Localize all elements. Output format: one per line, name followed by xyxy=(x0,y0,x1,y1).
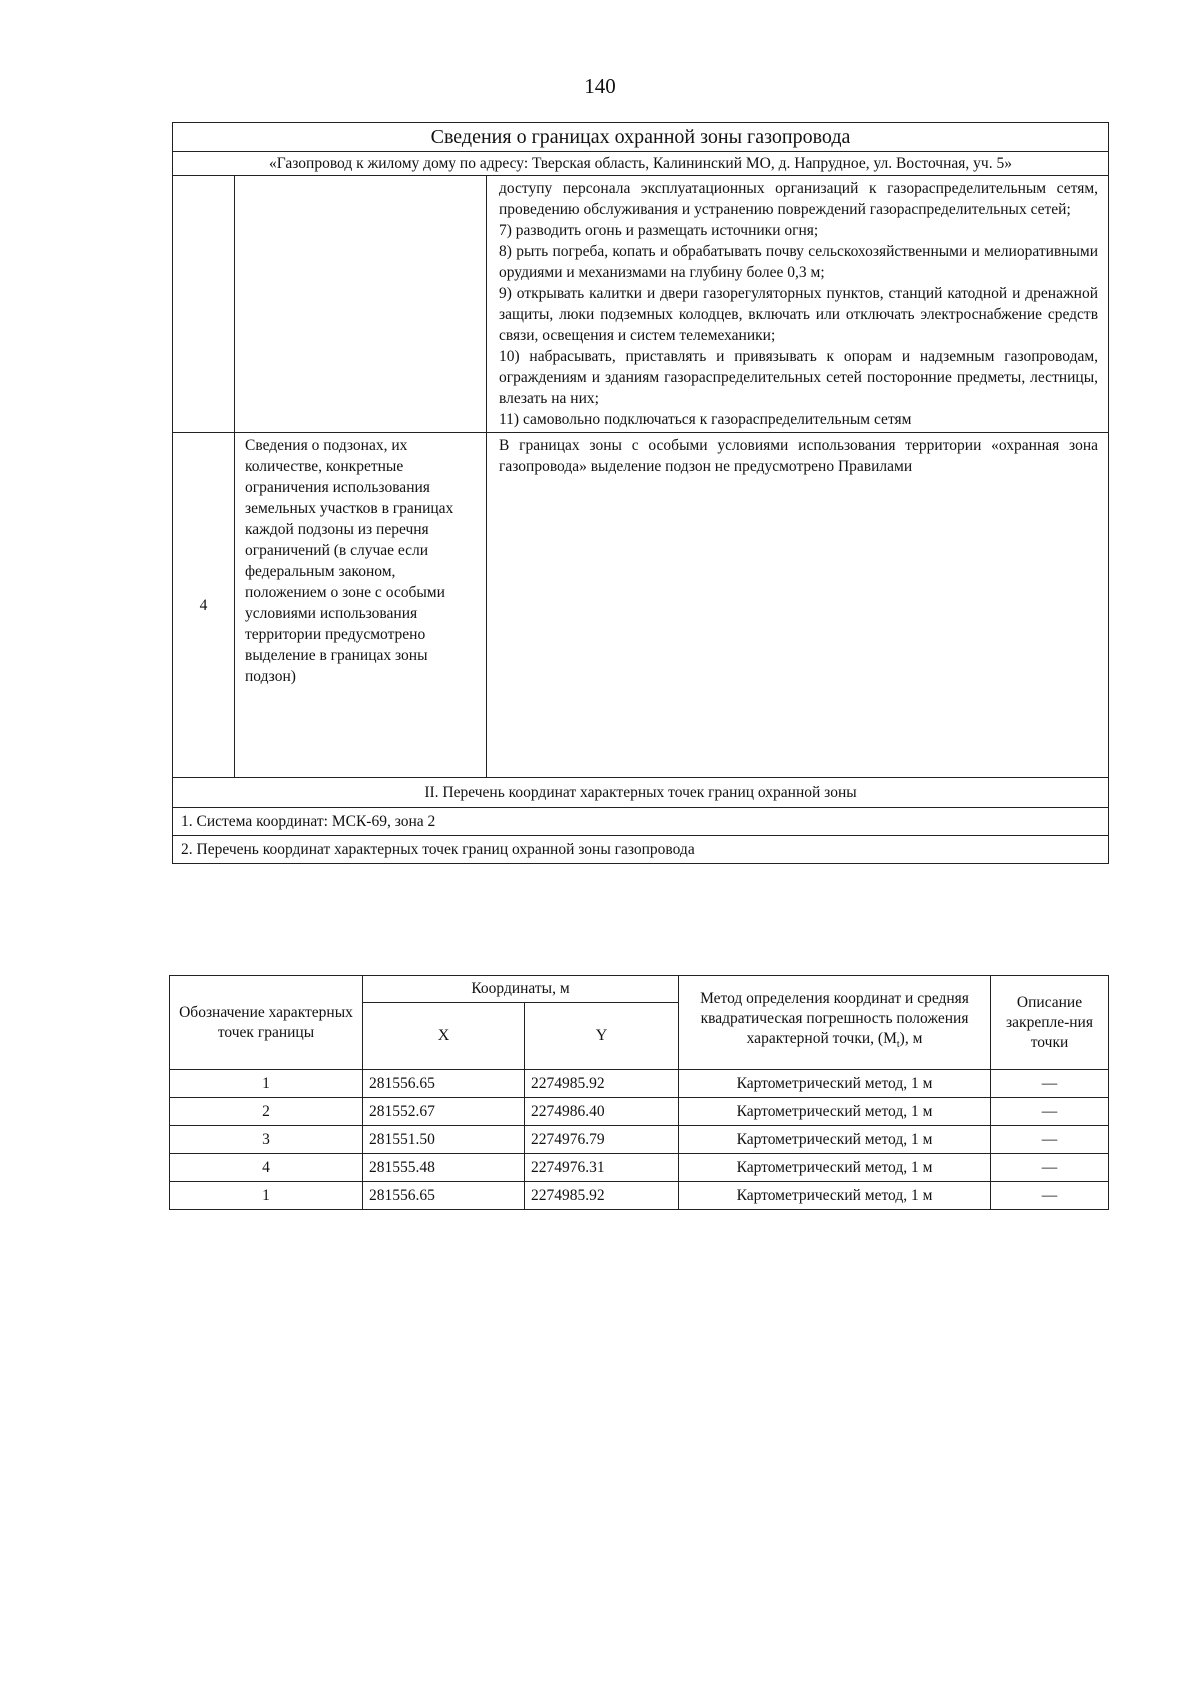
continued-restrictions-row xyxy=(173,176,1109,433)
point-cell: 1 xyxy=(170,1070,363,1098)
x-cell: 281552.67 xyxy=(363,1098,525,1126)
header-coords: Координаты, м xyxy=(363,976,679,1003)
table-row xyxy=(170,1126,1109,1154)
restriction-line: 8) рыть погреба, копать и обрабатывать почву сельскохозяйственными и мелиоративными орудиями и механизмами на глубину более 0,3 м; xyxy=(499,243,1099,281)
section-title: Сведения о границах охранной зоны газопровода xyxy=(173,123,1109,152)
restriction-line: доступу персонала эксплуатационных организаций к газораспределительным сетям, проведению обслуживания и устранению повреждений газораспределительных сетей; xyxy=(499,180,1099,218)
description-cell: — xyxy=(991,1154,1109,1182)
table-row xyxy=(170,1070,1109,1098)
method-cell: Картометрический метод, 1 м xyxy=(679,1098,991,1126)
x-cell: 281556.65 xyxy=(363,1070,525,1098)
header-row xyxy=(170,976,1109,1003)
table-row xyxy=(170,1182,1109,1210)
section2-title: II. Перечень координат характерных точек границ охранной зоны xyxy=(173,778,1109,808)
description-cell: — xyxy=(991,1098,1109,1126)
point-cell: 4 xyxy=(170,1154,363,1182)
y-cell: 2274976.79 xyxy=(525,1126,679,1154)
table-row xyxy=(170,1098,1109,1126)
method-cell: Картометрический метод, 1 м xyxy=(679,1182,991,1210)
row-name-empty xyxy=(235,176,487,433)
row-name: Сведения о подзонах, их количестве, конкретные ограничения использования земельных участков в границах каждой подзоны из перечня ограничений (в случае если федеральным законом, положением о зоне с особыми условиями использования территории предусмотрено выделение в границах зоны подзон) xyxy=(235,433,487,778)
description-cell: — xyxy=(991,1126,1109,1154)
coord-system-row xyxy=(173,808,1109,836)
object-name-row xyxy=(173,152,1109,176)
method-cell: Картометрический метод, 1 м xyxy=(679,1154,991,1182)
y-cell: 2274976.31 xyxy=(525,1154,679,1182)
table-row xyxy=(170,1154,1109,1182)
restrictions-text xyxy=(487,176,1109,433)
restriction-line: 10) набрасывать, приставлять и привязывать к опорам и надземным газопроводам, ограждениям и зданиям газораспределительных сетей посторонние предметы, лестницы, влезать на них; xyxy=(499,348,1099,407)
header-x: X xyxy=(363,1003,525,1070)
header-y: Y xyxy=(525,1003,679,1070)
list-title-row xyxy=(173,836,1109,864)
y-cell: 2274985.92 xyxy=(525,1070,679,1098)
description-cell: — xyxy=(991,1182,1109,1210)
object-name: «Газопровод к жилому дому по адресу: Тверская область, Калининский МО, д. Напрудное, ул. Восточная, уч. 5» xyxy=(173,152,1109,176)
table-title-row xyxy=(173,123,1109,152)
row-number: 4 xyxy=(173,433,235,778)
header-point: Обозначение характерных точек границы xyxy=(170,976,363,1070)
method-cell: Картометрический метод, 1 м xyxy=(679,1126,991,1154)
zone-info-table xyxy=(172,122,1109,864)
coordinates-table xyxy=(169,975,1109,1210)
restriction-line: 11) самовольно подключаться к газораспределительным сетям xyxy=(499,411,912,428)
coord-system: 1. Система координат: МСК-69, зона 2 xyxy=(173,808,1109,836)
method-cell: Картометрический метод, 1 м xyxy=(679,1070,991,1098)
list-title: 2. Перечень координат характерных точек границ охранной зоны газопровода xyxy=(173,836,1109,864)
restriction-line: 9) открывать калитки и двери газорегуляторных пунктов, станций катодной и дренажной защиты, люки подземных колодцев, включать или отключать электроснабжение средств связи, освещения и систем телемеханики; xyxy=(499,285,1099,344)
header-method: Метод определения координат и средняя квадратическая погрешность положения характерной точки, $(M_t)$, м xyxy=(679,976,991,1070)
restriction-line: 7) разводить огонь и размещать источники огня; xyxy=(499,222,819,239)
header-description: Описание закрепле-ния точки xyxy=(991,976,1109,1070)
row-number-empty xyxy=(173,176,235,433)
subzones-row xyxy=(173,433,1109,778)
y-cell: 2274986.40 xyxy=(525,1098,679,1126)
row-value: В границах зоны с особыми условиями использования территории «охранная зона газопровода» выделение подзон не предусмотрено Правилами xyxy=(487,433,1109,778)
y-cell: 2274985.92 xyxy=(525,1182,679,1210)
section2-title-row xyxy=(173,778,1109,808)
x-cell: 281555.48 xyxy=(363,1154,525,1182)
point-cell: 2 xyxy=(170,1098,363,1126)
point-cell: 3 xyxy=(170,1126,363,1154)
description-cell: — xyxy=(991,1070,1109,1098)
x-cell: 281556.65 xyxy=(363,1182,525,1210)
x-cell: 281551.50 xyxy=(363,1126,525,1154)
page-number: 140 xyxy=(584,74,616,98)
point-cell: 1 xyxy=(170,1182,363,1210)
